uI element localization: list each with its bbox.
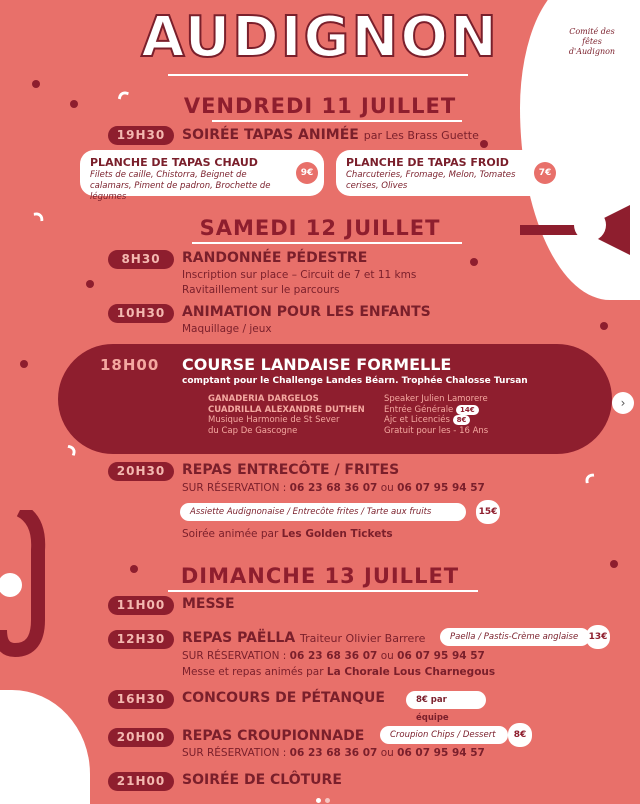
time-badge: 16H30 [108,690,174,709]
time-label: 18H00 [100,356,160,374]
menu-pill: Assiette Audignonaise / Entrecôte frites / Tarte aux fruits [180,503,466,521]
time-badge: 21H00 [108,772,174,791]
decor-squiggle [581,468,620,505]
decor-dot [86,280,94,288]
reservation-line: SUR RÉSERVATION : 06 23 68 36 07 ou 06 07 95 94 57 [182,482,485,494]
menu-pill: Paella / Pastis-Crème anglaise [440,628,590,646]
time-badge: 20H00 [108,728,174,747]
event-title: SOIRÉE TAPAS ANIMÉE par Les Brass Guette [182,127,479,143]
decor-dot [32,80,40,88]
time-badge: 10H30 [108,304,174,323]
day-divider [168,590,478,592]
card-title: PLANCHE DE TAPAS FROID [346,156,509,169]
animation-line: Messe et repas animés par La Chorale Lous Charnegous [182,666,496,678]
decor-dot [600,322,608,330]
card-title: PLANCHE DE TAPAS CHAUD [90,156,258,169]
white-blob-bottom-left [0,690,90,804]
event-title: SOIRÉE DE CLÔTURE [182,772,342,788]
time-badge: 20H30 [108,462,174,481]
price-badge: 13€ [586,625,610,649]
carousel-dot[interactable] [325,798,330,803]
price-badge: 8€ [508,723,532,747]
event-title: REPAS CROUPIONNADE [182,728,365,744]
decor-dot [20,360,28,368]
price-pill: 8€ par équipe [406,691,486,709]
course-title: COURSE LANDAISE FORMELLE [182,355,452,374]
title-divider [168,74,468,76]
day-heading-saturday: SAMEDI 12 JUILLET [199,216,441,240]
carousel-dot[interactable] [316,798,321,803]
animation-line: Soirée animée par Les Golden Tickets [182,528,393,540]
time-badge: 19H30 [108,126,174,145]
reservation-line: SUR RÉSERVATION : 06 23 68 36 07 ou 06 07 95 94 57 [182,650,485,662]
time-badge: 12H30 [108,630,174,649]
menu-card-hot [80,150,324,202]
price-badge: 8€ [453,415,471,425]
page-title: AUDIGNON [141,5,499,70]
course-landaise-panel [58,344,612,454]
next-slide-button[interactable]: › [612,392,634,414]
carousel-indicator[interactable] [314,788,332,804]
decor-dot [480,140,488,148]
course-right-details: Speaker Julien Lamorere Entrée Générale 14€ Ajc et Licenciés 8€ Gratuit pour les - 16 Ans [384,394,489,436]
decor-squiggle [40,440,79,474]
event-title: REPAS PAËLLA Traiteur Olivier Barrere [182,630,426,646]
time-badge: 8H30 [108,250,174,269]
event-title: REPAS ENTRECÔTE / FRITES [182,462,400,478]
comite-logo: Comité des fêtes d'Audignon [560,10,624,74]
reservation-line: SUR RÉSERVATION : 06 23 68 36 07 ou 06 07 95 94 57 [182,747,485,759]
price-badge: 9€ [296,162,318,184]
event-title: MESSE [182,596,235,612]
event-detail: Inscription sur place – Circuit de 7 et 11 kms Ravitaillement sur le parcours [182,269,417,296]
card-desc: Filets de caille, Chistorra, Beignet de calamars, Piment de padron, Brochette de légumes [90,170,271,202]
event-title: RANDONNÉE PÉDESTRE [182,250,368,266]
menu-card-cold [336,150,564,196]
event-title: CONCOURS DE PÉTANQUE [182,690,385,706]
price-badge: 14€ [456,405,479,415]
day-heading-sunday: DIMANCHE 13 JUILLET [180,564,460,588]
time-badge: 11H00 [108,596,174,615]
menu-pill: Croupion Chips / Dessert [380,726,508,744]
price-badge: 15€ [476,500,500,524]
event-detail: Maquillage / jeux [182,323,272,335]
course-subtitle: comptant pour le Challenge Landes Béarn. Trophée Chalosse Tursan [182,376,528,386]
course-left-details: GANADERIA DARGELOS CUADRILLA ALEXANDRE DUTHEN Musique Harmonie de St Sever du Cap De Gascogne [208,394,365,436]
event-title: ANIMATION POUR LES ENFANTS [182,304,431,320]
day-heading-friday: VENDREDI 11 JUILLET [183,94,457,118]
day-divider [212,120,462,122]
card-desc: Charcuteries, Fromage, Melon, Tomates cerises, Olives [346,170,516,191]
decor-dot [470,258,478,266]
price-badge: 7€ [534,162,556,184]
day-divider [192,242,462,244]
